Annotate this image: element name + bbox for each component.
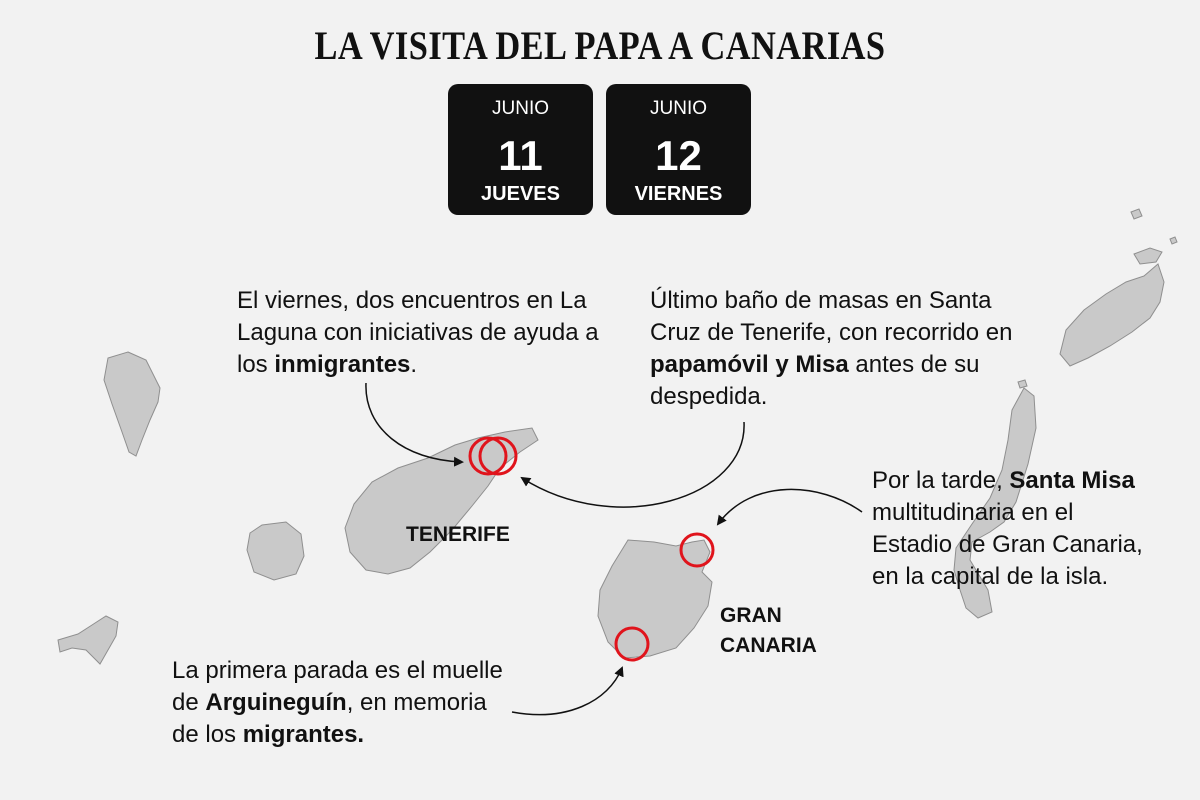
arrow-estadio xyxy=(718,489,862,524)
alegranza-islet xyxy=(1131,209,1142,219)
la-palma-island xyxy=(104,352,160,456)
island-label-line: GRAN xyxy=(720,604,782,627)
date-weekday: JUEVES xyxy=(481,183,560,205)
annotation-highlight: Arguineguín xyxy=(205,689,347,716)
date-weekday: VIERNES xyxy=(634,183,723,205)
tenerife-island xyxy=(345,428,538,574)
date-day: 12 xyxy=(655,132,702,179)
island-label-tenerife: TENERIFE xyxy=(406,523,510,546)
date-month: JUNIO xyxy=(650,98,707,119)
montana-clara-islet xyxy=(1170,237,1177,244)
page-title: LA VISITA DEL PAPA A CANARIAS xyxy=(314,23,886,68)
annotation-la-laguna xyxy=(237,285,609,381)
arrow-santa-cruz xyxy=(522,422,744,507)
annotation-text: antes de su despedida. xyxy=(650,351,980,410)
annotation-estadio xyxy=(872,465,1157,593)
annotation-highlight: inmigrantes xyxy=(274,351,411,378)
annotation-text: . xyxy=(410,351,418,378)
date-card-june-11 xyxy=(448,84,593,215)
annotation-text: Último baño de masas en Santa Cruz de Tenerife, con recorrido en xyxy=(650,287,1013,346)
annotation-arguineguin xyxy=(172,655,507,751)
island-label-line: CANARIA xyxy=(720,634,817,657)
annotation-highlight: migrantes. xyxy=(242,721,365,748)
date-card-june-12 xyxy=(606,84,751,215)
date-day: 11 xyxy=(498,132,543,179)
el-hierro-island xyxy=(58,616,118,664)
annotation-text: Por la tarde, xyxy=(872,467,1010,494)
la-graciosa-island xyxy=(1134,248,1162,264)
arrow-arguineguin xyxy=(512,668,622,715)
annotation-santa-cruz xyxy=(650,285,1015,413)
date-month: JUNIO xyxy=(492,98,549,119)
annotation-highlight: papamóvil y Misa xyxy=(650,351,849,378)
la-gomera-island xyxy=(247,522,304,580)
annotation-text: El viernes, dos encuentros en La Laguna con iniciativas de ayuda a los xyxy=(237,287,599,378)
island-label-gran-canaria xyxy=(720,601,817,661)
lanzarote-island xyxy=(1060,264,1164,366)
annotation-text: La primera parada es el muelle de xyxy=(172,657,503,716)
annotation-highlight: Santa Misa xyxy=(1009,467,1135,494)
annotation-text: , en memoria de los xyxy=(172,689,487,748)
lobos-islet xyxy=(1018,380,1027,388)
annotation-text: multitudinaria en el Estadio de Gran Canaria, en la capital de la isla. xyxy=(872,499,1143,590)
